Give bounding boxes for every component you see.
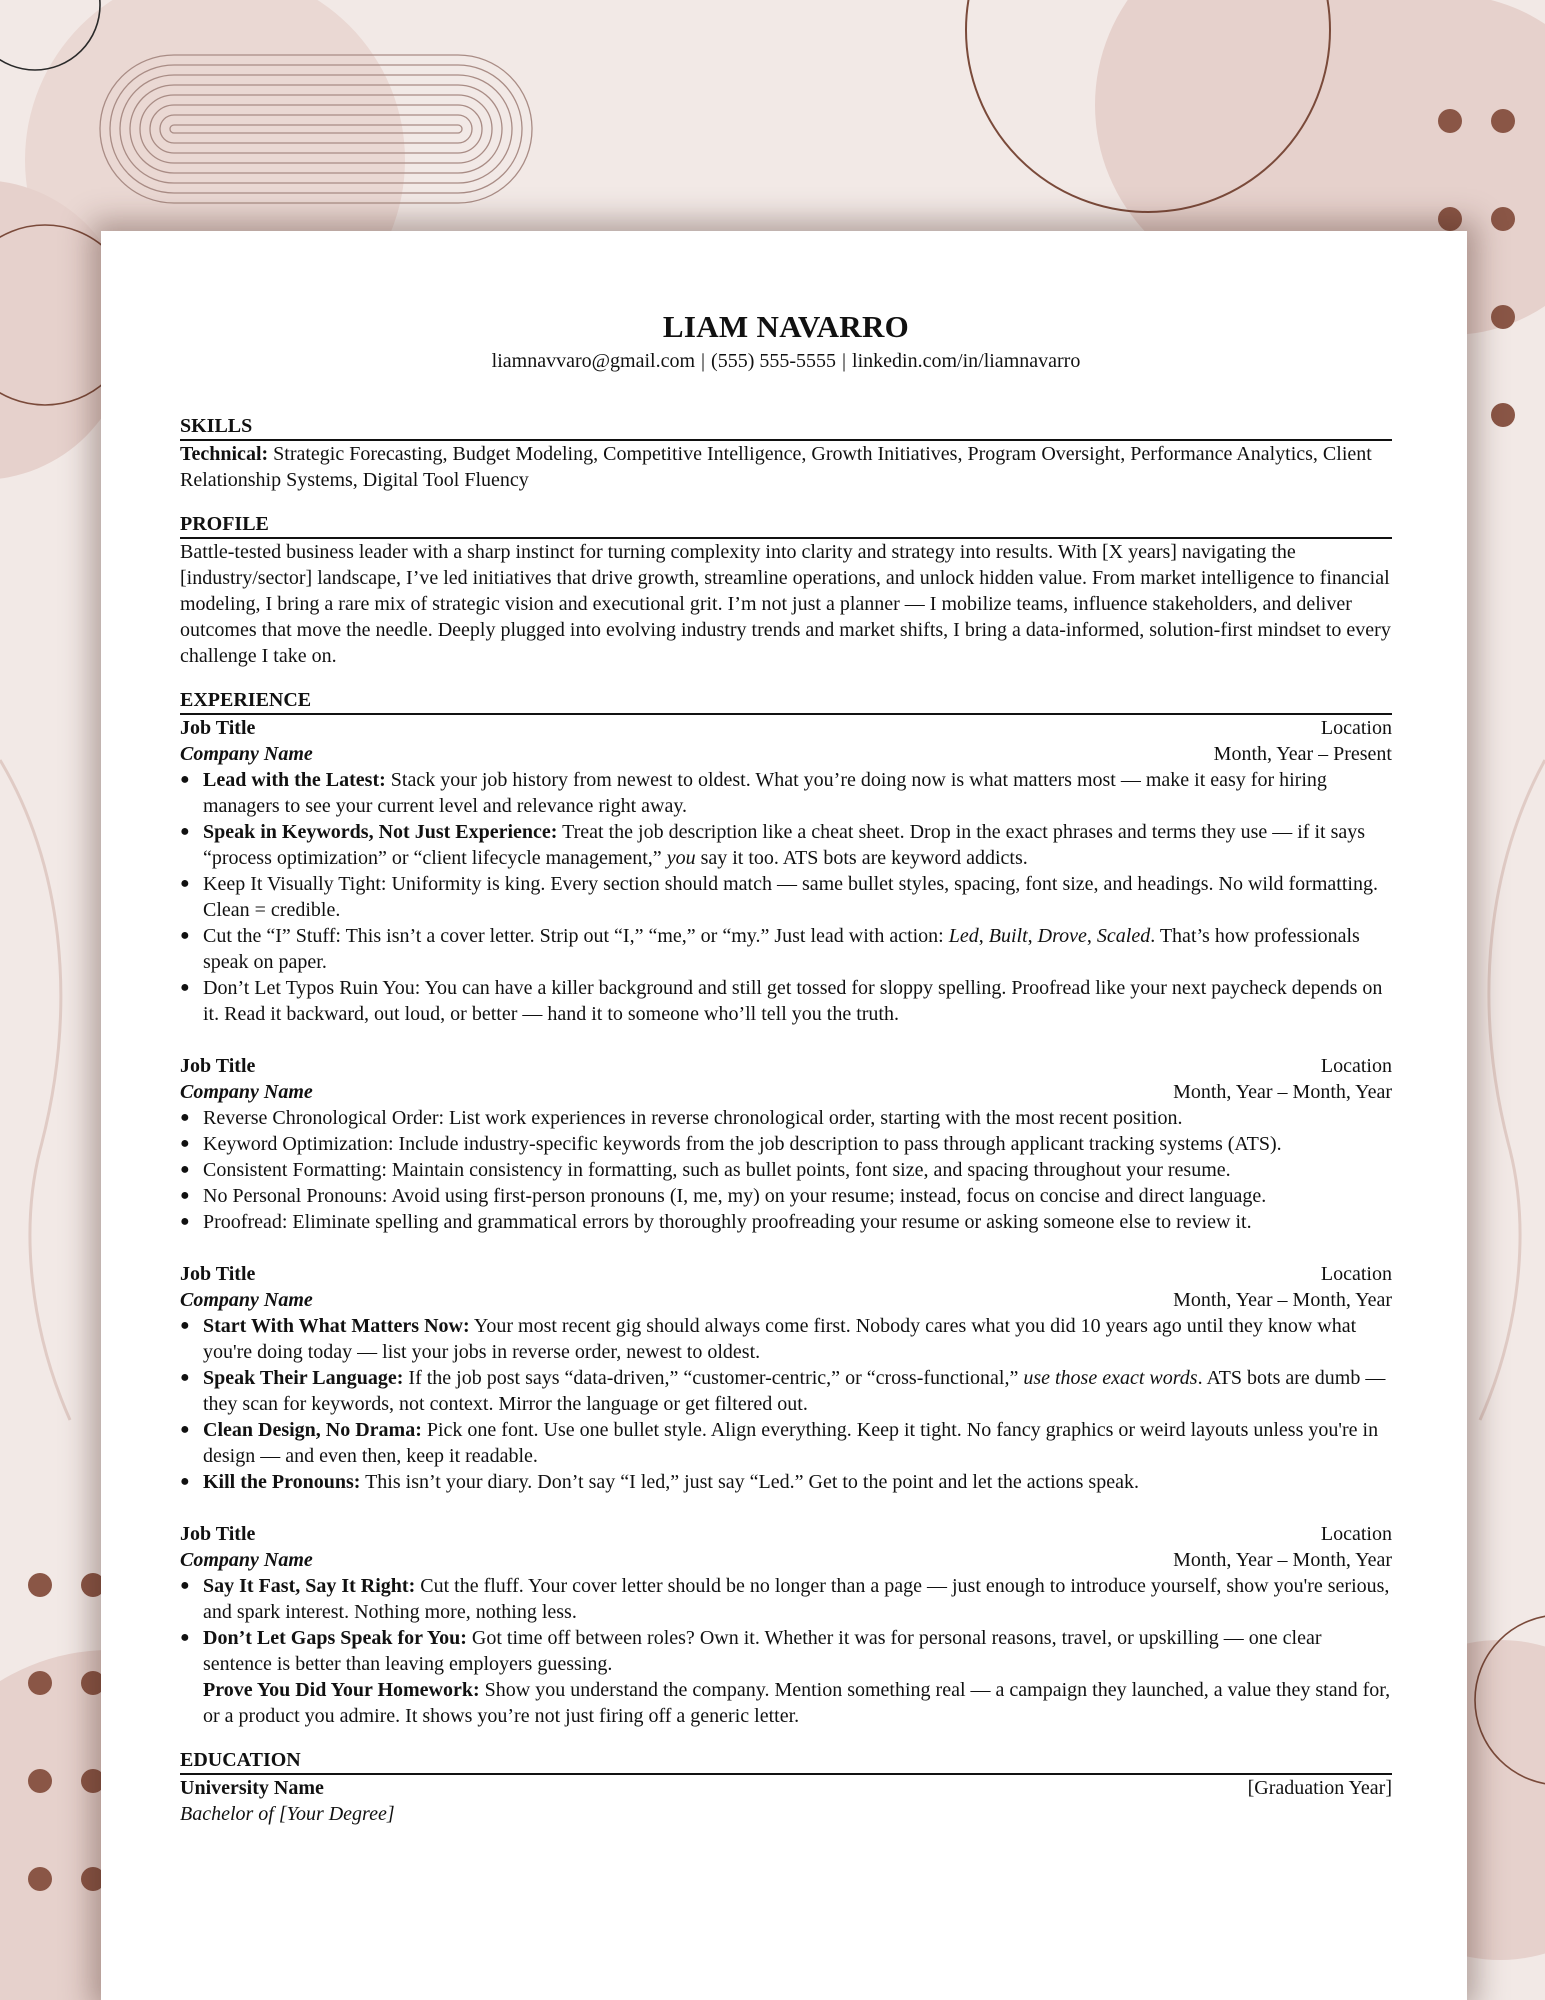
list-item: ● Cut the “I” Stuff: This isn’t a cover letter. Strip out “I,” “me,” or “my.” Just lead with action: Led, Built, Drove, Scaled. That’s how professionals speak on paper.	[180, 923, 1392, 975]
job-entry	[180, 715, 1392, 1027]
profile-text: Battle-tested business leader with a sharp instinct for turning complexity into clarity and strategy into results. With [X years] navigating the [industry/sector] landscape, I’ve led initiatives that drive growth, streamline operations, and unlock hidden value. From market intelligence to financial modeling, I bring a rare mix of strategic vision and executional grit. I’m not just a planner — I mobilize teams, influence stakeholders, and deliver outcomes that move the needle. Deeply plugged into evolving industry trends and market shifts, I bring a data-informed, solution-first mindset to every challenge I take on.	[180, 541, 1391, 667]
job-location: Location	[1320, 1523, 1392, 1545]
degree: Bachelor of [Your Degree]	[180, 1803, 395, 1825]
company-name: Company Name	[180, 1289, 313, 1311]
list-item: ● Reverse Chronological Order: List work experiences in reverse chronological order, starting with the most recent position.	[180, 1105, 1392, 1131]
profile-heading: PROFILE	[180, 513, 1392, 539]
graduation-year: [Graduation Year]	[1247, 1777, 1392, 1799]
email-link[interactable]: liamnavvaro@gmail.com	[491, 350, 696, 372]
skills-section	[180, 415, 1392, 493]
job-dates: Month, Year – Month, Year	[1173, 1549, 1392, 1571]
school-name: University Name	[180, 1777, 324, 1799]
job-bullets	[180, 1105, 1392, 1235]
candidate-name: LIAM NAVARRO	[662, 309, 910, 344]
list-item: ● Proofread: Eliminate spelling and grammatical errors by thoroughly proofreading your resume or asking someone else to review it.	[180, 1209, 1392, 1235]
job-bullets	[180, 767, 1392, 1027]
contact-line: liamnavvaro@gmail.com | (555) 555-5555 | linkedin.com/in/liamnavarro	[491, 350, 1081, 372]
job-title: Job Title	[180, 1055, 256, 1077]
job-entry	[180, 1521, 1392, 1729]
job-location: Location	[1320, 717, 1392, 739]
list-item: ● Clean Design, No Drama: Pick one font. Use one bullet style. Align everything. Keep it tight. No fancy graphics or weird layouts unless you're in design — and even then, keep it readable.	[180, 1417, 1392, 1469]
list-item: ● Start With What Matters Now: Your most recent gig should always come first. Nobody cares what you did 10 years ago until they know what you're doing today — list your jobs in reverse order, newest to oldest.	[180, 1313, 1392, 1365]
skills-text: Technical: Strategic Forecasting, Budget Modeling, Competitive Intelligence, Growth Initiatives, Program Oversight, Performance Analytics, Client Relationship Systems, Digital Tool Fluency	[180, 443, 1372, 491]
list-item: ● Keep It Visually Tight: Uniformity is king. Every section should match — same bullet styles, spacing, font size, and headings. No wild formatting. Clean = credible.	[180, 871, 1392, 923]
job-dates: Month, Year – Present	[1213, 743, 1392, 765]
job-title: Job Title	[180, 1263, 256, 1285]
experience-section	[180, 689, 1392, 1729]
company-name: Company Name	[180, 1081, 313, 1103]
list-item: Prove You Did Your Homework: Show you understand the company. Mention something real — a campaign they launched, a value they stand for, or a product you admire. It shows you’re not just firing off a generic letter.	[203, 1679, 1391, 1727]
list-item: ● Keyword Optimization: Include industry-specific keywords from the job description to pass through applicant tracking systems (ATS).	[180, 1131, 1392, 1157]
list-item: ● Say It Fast, Say It Right: Cut the fluff. Your cover letter should be no longer than a page — just enough to introduce yourself, show you're serious, and spark interest. Nothing more, nothing less.	[180, 1573, 1392, 1625]
job-dates: Month, Year – Month, Year	[1173, 1289, 1392, 1311]
linkedin-link[interactable]: linkedin.com/in/liamnavarro	[852, 350, 1081, 372]
company-name: Company Name	[180, 743, 313, 765]
list-item: ● Lead with the Latest: Stack your job history from newest to oldest. What you’re doing now is what matters most — make it easy for hiring managers to see your current level and relevance right away.	[180, 767, 1392, 819]
list-item: ● Speak in Keywords, Not Just Experience: Treat the job description like a cheat sheet. Drop in the exact phrases and terms they use — if it says “process optimization” or “client lifecycle management,” you say it too. ATS bots are keyword addicts.	[180, 819, 1392, 871]
list-item: ● Don’t Let Typos Ruin You: You can have a killer background and still get tossed for sloppy spelling. Proofread like your next paycheck depends on it. Read it backward, out loud, or better — hand it to someone who’ll tell you the truth.	[180, 975, 1392, 1027]
company-name: Company Name	[180, 1549, 313, 1571]
job-location: Location	[1320, 1055, 1392, 1077]
job-entry	[180, 1053, 1392, 1235]
skills-heading: SKILLS	[180, 415, 1392, 441]
education-heading: EDUCATION	[180, 1749, 1392, 1775]
resume-page	[101, 231, 1467, 2000]
education-section	[180, 1749, 1392, 1827]
job-entry	[180, 1261, 1392, 1495]
list-item: ● Speak Their Language: If the job post says “data-driven,” “customer-centric,” or “cross-functional,” use those exact words. ATS bots are dumb — they scan for keywords, not context. Mirror the language or get filtered out.	[180, 1365, 1392, 1417]
resume-header	[180, 309, 1392, 373]
job-dates: Month, Year – Month, Year	[1173, 1081, 1392, 1103]
job-location: Location	[1320, 1263, 1392, 1285]
profile-section	[180, 513, 1392, 669]
job-title: Job Title	[180, 717, 256, 739]
list-item: ● Consistent Formatting: Maintain consistency in formatting, such as bullet points, font size, and spacing throughout your resume.	[180, 1157, 1392, 1183]
list-item: ● No Personal Pronouns: Avoid using first-person pronouns (I, me, my) on your resume; instead, focus on concise and direct language.	[180, 1183, 1392, 1209]
job-bullets	[180, 1573, 1392, 1729]
list-item: ● Don’t Let Gaps Speak for You: Got time off between roles? Own it. Whether it was for personal reasons, travel, or upskilling — one clear sentence is better than leaving employers guessing.	[180, 1625, 1392, 1677]
job-bullets	[180, 1313, 1392, 1495]
phone-number: (555) 555-5555	[711, 350, 837, 372]
list-item: ● Kill the Pronouns: This isn’t your diary. Don’t say “I led,” just say “Led.” Get to the point and let the actions speak.	[180, 1469, 1392, 1495]
experience-heading: EXPERIENCE	[180, 689, 1392, 715]
job-title: Job Title	[180, 1523, 256, 1545]
